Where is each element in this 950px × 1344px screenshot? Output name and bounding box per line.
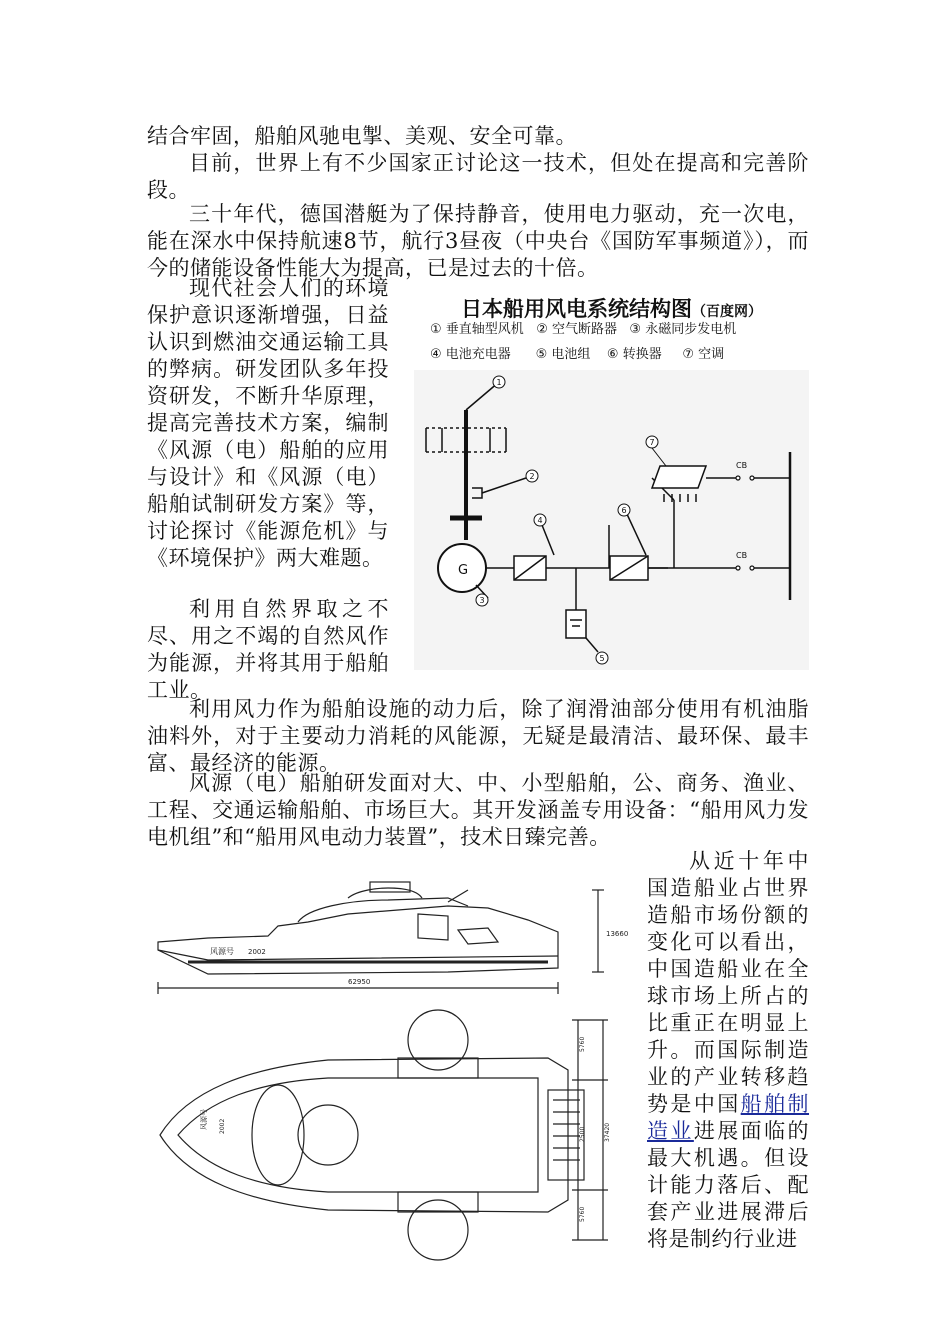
beam-dim-3: 37420	[604, 1122, 611, 1142]
legend-item-1: ① 垂直轴型风机	[430, 322, 524, 337]
paragraph-6: 利用风力作为船舶设施的动力后，除了润滑油部分使用有机油脂油料外，对于主要动力消耗的风能源，无疑是最清洁、最环保、最丰富、最经济的能源。	[147, 697, 809, 775]
paragraph-7: 风源（电）船舶研发面对大、中、小型船舶，公、商务、渔业、工程、交通运输船舶、市场巨大。其开发涵盖专用设备：“船用风力发电机组”和“船用风电动力装置”，技术日臻完善。	[147, 771, 809, 849]
ship-plan-view	[160, 1010, 608, 1260]
ship-plan-hull-name: 风源号	[200, 1109, 208, 1130]
paragraph-4: 现代社会人们的环境保护意识逐渐增强，日益认识到燃油交通运输工具的弊病。研发团队多年投资研发，不断升华原理，提高完善技术方案，编制《风源（电）船舶的应用与设计》和《风源（电）船舶试制研发方案》等，讨论探讨《能源危机》与《环境保护》两大难题。	[147, 276, 389, 570]
beam-dim-2: 2500	[579, 1126, 586, 1142]
wind-system-figure	[414, 285, 809, 670]
ship-hull-number: 2002	[248, 948, 266, 956]
legend-item-7: ⑦ 空调	[682, 347, 725, 362]
battery-bank	[566, 610, 586, 638]
diagram-legend-row-2	[430, 343, 724, 362]
paragraph-5: 利用自然界取之不尽、用之不竭的自然风作为能源，并将其用于船舶工业。	[147, 597, 389, 702]
ship-length-dimension: 62950	[348, 978, 371, 986]
paragraph-8-start: 从近十年中国造船业占世界造船市场份额的变化可以看出，中国造船业在全球市场上所占的比重正在明显上升。而国际制造业的产业转移趋势是中国	[647, 849, 809, 1116]
cb-label-bottom: CB	[736, 551, 748, 560]
callout-3: 3	[479, 596, 485, 605]
beam-dim-4: 5760	[579, 1206, 586, 1222]
legend-item-2: ② 空气断路器	[536, 322, 617, 337]
generator-label: G	[458, 563, 469, 578]
paragraph-3: 三十年代，德国潜艇为了保持静音，使用电力驱动，充一次电，能在深水中保持航速8节，航行3昼夜（中央台《国防军事频道》），而今的储能设备性能大为提高，已是过去的十倍。	[147, 202, 809, 280]
callout-6: 6	[621, 506, 627, 515]
cb-label-top: CB	[736, 461, 748, 470]
legend-item-3: ③ 永磁同步发电机	[629, 322, 737, 337]
callout-1: 1	[496, 378, 502, 387]
converter	[610, 556, 648, 580]
legend-item-6: ⑥ 转换器	[606, 347, 662, 362]
legend-item-5: ⑤ 电池组	[535, 347, 591, 362]
diagram-source: （百度网）	[692, 304, 762, 320]
shipbuilding-link[interactable]: 船舶制造业	[647, 1092, 810, 1143]
diagram-title: 日本船用风电系统结构图	[461, 297, 692, 321]
legend-item-4: ④ 电池充电器	[430, 347, 511, 362]
callout-5: 5	[599, 654, 605, 663]
beam-dim-1: 5760	[579, 1036, 586, 1052]
paragraph-8-end: 进展面临的最大机遇。但设计能力落后、配套产业进展滞后将是制约行业进	[647, 1119, 810, 1251]
ship-side-view	[158, 882, 604, 994]
battery-charger	[514, 556, 546, 580]
ship-plan-hull-number: 2002	[219, 1118, 226, 1134]
diagram-legend-row-1	[430, 318, 736, 337]
ship-drawing	[148, 880, 629, 1240]
paragraph-8	[647, 848, 809, 1253]
paragraph-1: 结合牢固，船舶风驰电掣、美观、安全可靠。	[147, 124, 577, 148]
ship-height-dimension: 13660	[606, 930, 629, 938]
callout-4: 4	[537, 516, 543, 525]
ship-hull-name: 风源号	[210, 947, 234, 956]
callout-7: 7	[649, 438, 655, 447]
wind-system-schematic	[414, 370, 809, 670]
paragraph-2: 目前，世界上有不少国家正讨论这一技术，但处在提高和完善阶段。	[147, 151, 809, 202]
callout-2: 2	[529, 472, 535, 481]
